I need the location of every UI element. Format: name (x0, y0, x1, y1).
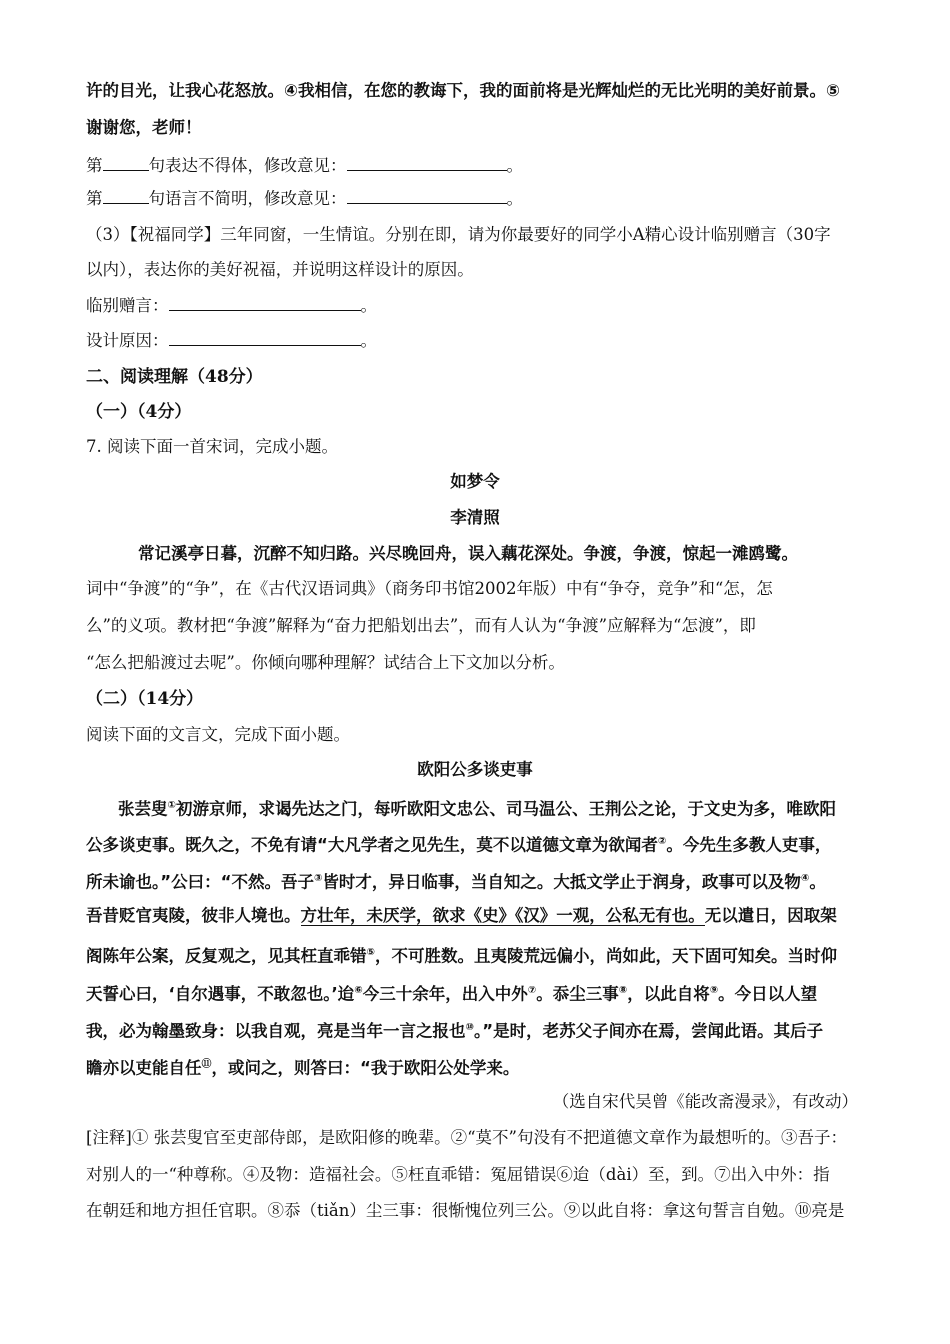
question-text: 第 (86, 189, 103, 208)
poem-title: 如梦令 (450, 472, 500, 491)
essay-text: 所未谕也。”公曰：“不然。吾子 (86, 872, 314, 892)
question-not-concise (86, 188, 864, 210)
answer-blank-sentence-number[interactable] (103, 156, 149, 171)
annotation-line: [注释]① 张芸叟官至吏部侍郎，是欧阳修的晚辈。②“莫不”句没有不把道德文章作为最想听的。③吾子： (86, 1128, 847, 1147)
essay-line (86, 905, 864, 927)
answer-blank-revision[interactable] (347, 156, 507, 171)
essay-text: ，不可胜数。且夷陵荒远偏小，尚如此，天下固可知矣。当时仰 (374, 946, 837, 966)
poem-text: 常记溪亭日暮，沉醉不知归路。兴尽晚回舟，误入藕花深处。争渡，争渡，惊起一滩鸥鹭。 (138, 544, 798, 563)
answer-blank-design-reason[interactable] (169, 331, 361, 346)
essay-text: 。 (809, 872, 826, 892)
question-3-line: （3）【祝福同学】三年同窗，一生情谊。分别在即，请为你最要好的同学小A精心设计临别赠言（30字 (86, 225, 831, 244)
footnote-marker: ③ (313, 873, 323, 884)
question-7-prompt: 7. 阅读下面一首宋词，完成小题。 (86, 437, 338, 456)
essay-text: 。忝尘三事 (536, 984, 619, 1004)
question-7-line: “怎么把船渡过去呢”。你倾向哪种理解？试结合上下文加以分析。 (86, 653, 565, 672)
annotation-line: 在朝廷和地方担任官职。⑧忝（tiǎn）尘三事：很惭愧位列三公。⑨以此自将：拿这句誓言自勉。⑩亮是 (86, 1201, 845, 1220)
part-heading: （二）（14分） (86, 689, 204, 709)
question-text: 句表达不得体，修改意见： (148, 156, 347, 175)
essay-text: ，以此自将 (627, 984, 710, 1004)
essay-text: 。今日以人望 (718, 984, 818, 1004)
footnote-marker: ⑩ (465, 1022, 474, 1033)
section-heading: 二、阅读理解（48分） (86, 367, 263, 387)
essay-text: 无以遣日，因取架 (704, 906, 837, 925)
essay-line (86, 1054, 864, 1080)
punctuation: 。 (506, 189, 523, 208)
essay-text: 皆时才，异日临事，当自知之。大抵文学止于润身，政事可以及物 (322, 872, 801, 892)
essay-text: ，或问之，则答曰：“我于欧阳公处学来。 (211, 1058, 520, 1078)
essay-line (86, 868, 864, 894)
poem-author: 李清照 (450, 508, 500, 527)
essay-text: 今三十余年，出入中外 (362, 984, 528, 1004)
footnote-marker: ⑦ (527, 985, 537, 996)
answer-blank-gift-words[interactable] (169, 296, 361, 311)
essay-title: 欧阳公多谈吏事 (417, 760, 533, 779)
essay-text: 。今先生多教人吏事， (666, 835, 832, 855)
footnote-marker: ⑥ (354, 985, 363, 996)
punctuation: 。 (506, 156, 523, 175)
part-heading: （一）（4分） (86, 402, 192, 422)
answer-blank-sentence-number[interactable] (103, 189, 149, 204)
essay-line (86, 1017, 864, 1043)
essay-text: 张芸叟 (118, 799, 168, 819)
question-3-line: 以内），表达你的美好祝福，并说明这样设计的原因。 (86, 260, 474, 279)
footnote-marker: ④ (800, 873, 810, 884)
question-text: 句语言不简明，修改意见： (148, 189, 347, 208)
essay-text: 吾昔贬官夷陵，彼非人境也。 (86, 906, 301, 925)
question-7-line: 么”的义项。教材把“争渡”解释为“奋力把船划出去”，而有人认为“争渡”应解释为“怎渡”，即 (86, 616, 756, 635)
annotation-line: 对别人的一“种尊称。④及物：造福社会。⑤枉直乖错：冤屈错误⑥迨（dài）至，到。⑦出入中外：指 (86, 1165, 830, 1184)
question-not-appropriate (86, 155, 864, 177)
essay-text: 阁陈年公案，反复观之，见其枉直乖错 (86, 946, 367, 966)
essay-line (86, 942, 864, 968)
question-7-line: 词中“争渡”的“争”，在《古代汉语词典》（商务印书馆2002年版）中有“争夺，竞争”和“怎，怎 (86, 579, 773, 598)
essay-line (86, 831, 864, 857)
footnote-marker: ⑪ (201, 1059, 212, 1070)
footnote-marker: ② (657, 836, 667, 847)
underlined-sentence: 方壮年，未厌学，欲求《史》《汉》一观，公私无有也。 (300, 906, 705, 925)
footnote-marker: ⑨ (709, 985, 719, 996)
essay-line (118, 795, 864, 821)
paragraph-line: 谢谢您，老师！ (86, 118, 202, 137)
field-label: 临别赠言： (86, 296, 169, 315)
essay-text: 我，必为翰墨致身：以我自观，亮是当年一言之报也 (86, 1021, 466, 1041)
essay-text: 初游京师，求谒先达之门，每听欧阳文忠公、司马温公、王荆公之论，于文史为多，唯欧阳 (175, 799, 836, 819)
essay-text: 瞻亦以吏能自任 (86, 1058, 202, 1078)
punctuation: 。 (360, 296, 377, 315)
footnote-marker: ⑧ (618, 985, 628, 996)
essay-text: 公多谈吏事。既久之，不免有请“大凡学者之见先生，莫不以道德文章为欲闻者 (86, 835, 658, 855)
answer-blank-revision[interactable] (347, 189, 507, 204)
essay-source: （选自宋代吴曾《能改斋漫录》，有改动） (552, 1092, 858, 1111)
essay-line (86, 980, 864, 1006)
design-reason-field (86, 330, 864, 352)
punctuation: 。 (360, 331, 377, 350)
footnote-marker: ⑤ (366, 947, 375, 958)
gift-words-field (86, 295, 864, 317)
paragraph-line: 许的目光，让我心花怒放。④我相信，在您的教诲下，我的面前将是光辉灿烂的无比光明的美好前景。⑤ (86, 81, 840, 100)
footnote-marker: ① (167, 800, 176, 811)
essay-text: 天誓心曰，‘自尔遇事，不敢忽也。’迨 (86, 984, 355, 1004)
essay-text: 。”是时，老苏父子间亦在焉，尝闻此语。其后子 (473, 1021, 824, 1041)
part-2-intro: 阅读下面的文言文，完成下面小题。 (86, 725, 350, 744)
field-label: 设计原因： (86, 331, 169, 350)
question-text: 第 (86, 156, 103, 175)
